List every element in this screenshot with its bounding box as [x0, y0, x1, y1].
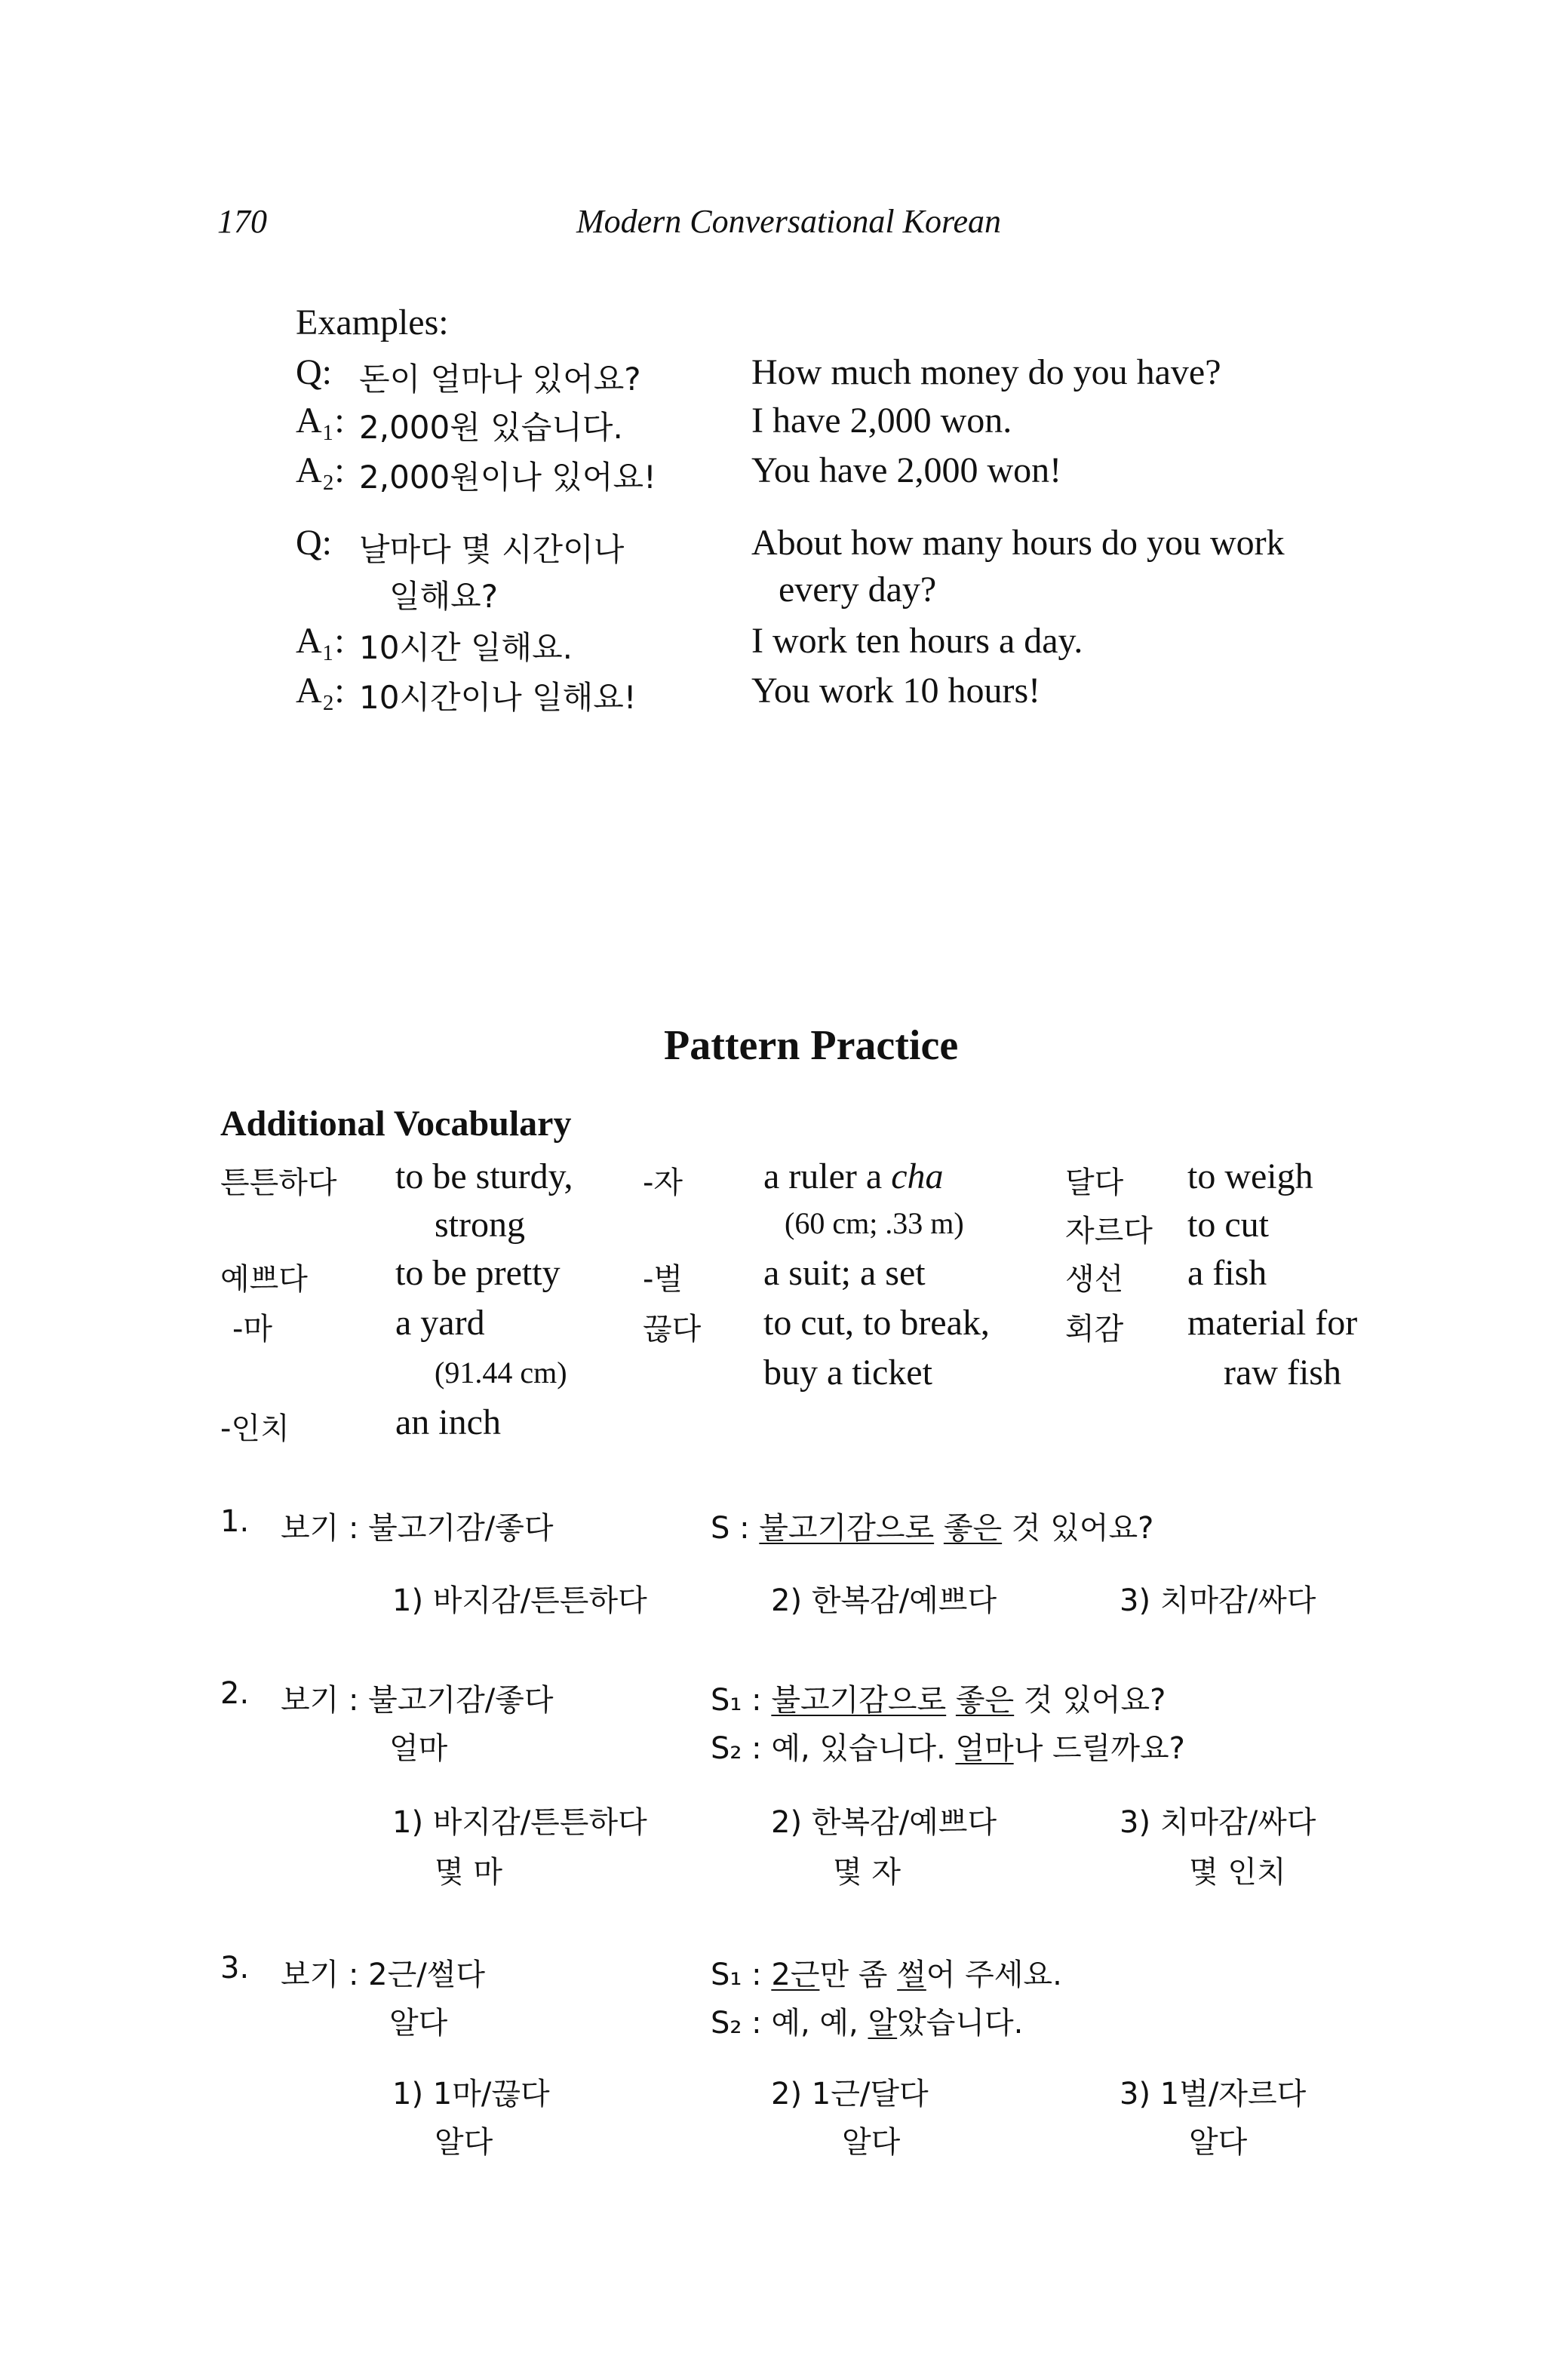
speaker-a2: A₂:: [296, 671, 345, 711]
english-translation: How much money do you have?: [751, 352, 1221, 392]
drill-number: 2.: [220, 1676, 250, 1711]
underlined-word: 불고기감으로: [771, 1683, 947, 1718]
underlined-word: 썰: [897, 1958, 926, 1992]
vocab-korean: -벌: [643, 1262, 683, 1297]
drill-item: 3) 치마감/싸다: [1120, 1805, 1316, 1840]
drill-item-cue: 알다: [1189, 2125, 1248, 2160]
vocab-english: a yard: [395, 1303, 485, 1343]
vocab-korean: 자르다: [1065, 1214, 1153, 1248]
vocab-english-cont: (91.44 cm): [435, 1356, 567, 1390]
vocab-korean: 예쁘다: [220, 1262, 308, 1297]
running-title: Modern Conversational Korean: [576, 203, 1001, 240]
drill-response: [711, 1504, 1153, 1547]
page-number: 170: [217, 203, 267, 240]
response-text: 예, 예,: [771, 2006, 868, 2041]
speaker-a1: A₁:: [296, 621, 345, 661]
korean-sentence: 2,000원 있습니다.: [359, 409, 623, 446]
underlined-word: 좋은: [955, 1683, 1015, 1718]
response-text: 나 드릴까요?: [1013, 1731, 1185, 1766]
response-text: 았습니다.: [897, 2006, 1024, 2041]
korean-sentence: 10시간 일해요.: [359, 629, 573, 666]
drill-item-cue: 몇 인치: [1189, 1855, 1286, 1890]
drill-bogi: 보기 : 2근/썰다: [281, 1958, 486, 1992]
vocab-english: to cut, to break,: [763, 1303, 990, 1343]
response-text: 예, 있습니다.: [771, 1731, 956, 1766]
vocab-korean: -자: [643, 1165, 683, 1200]
drill-item: 2) 한복감/예쁘다: [771, 1805, 997, 1840]
vocab-english-italic: cha: [891, 1156, 944, 1196]
drill-item: 1) 1마/끊다: [392, 2077, 550, 2111]
vocab-english-cont: buy a ticket: [763, 1353, 932, 1393]
speaker-q: Q:: [296, 352, 332, 392]
vocab-korean: -마: [232, 1312, 273, 1347]
response-text: 만 좀: [819, 1958, 898, 1992]
speaker-a1: A₁:: [296, 401, 345, 441]
underlined-word: 얼마: [955, 1731, 1014, 1766]
vocab-english: to weigh: [1187, 1156, 1313, 1196]
korean-sentence: 돈이 얼마나 있어요?: [359, 361, 641, 398]
vocab-english-cont: raw fish: [1224, 1353, 1341, 1393]
drill-bogi-cont: 알다: [389, 2006, 448, 2041]
response-label: S₁ :: [711, 1958, 772, 1992]
english-translation: I have 2,000 won.: [751, 401, 1012, 441]
drill-number: 1.: [220, 1504, 250, 1539]
drill-item: 2) 1근/달다: [771, 2077, 929, 2111]
korean-sentence: 날마다 몇 시간이나: [359, 531, 625, 568]
response-label: S₂ :: [711, 2006, 772, 2041]
section-title: Pattern Practice: [664, 1022, 959, 1069]
english-translation: You have 2,000 won!: [751, 450, 1062, 490]
english-translation: You work 10 hours!: [751, 671, 1041, 711]
vocab-english: an inch: [395, 1402, 501, 1442]
vocab-english: to cut: [1187, 1205, 1269, 1245]
response-text: 것 있어요?: [1014, 1683, 1166, 1718]
drill-response-s1: [711, 1951, 1062, 1994]
korean-sentence-cont: 일해요?: [389, 578, 499, 615]
underlined-word: 좋은: [943, 1511, 1003, 1546]
english-translation: I work ten hours a day.: [751, 621, 1083, 661]
drill-item-cue: 몇 자: [833, 1855, 901, 1890]
drill-item: 3) 1벌/자르다: [1120, 2077, 1307, 2111]
response-label: S :: [711, 1511, 760, 1546]
drill-bogi: 보기 : 불고기감/좋다: [281, 1683, 554, 1718]
vocab-korean: 생선: [1065, 1262, 1124, 1297]
vocabulary-title: Additional Vocabulary: [220, 1104, 572, 1144]
drill-bogi: 보기 : 불고기감/좋다: [281, 1511, 554, 1546]
vocab-english: a suit; a set: [763, 1253, 926, 1293]
vocab-korean: 달다: [1065, 1165, 1124, 1200]
drill-item: 1) 바지감/튼튼하다: [392, 1805, 647, 1840]
response-text: 것 있어요?: [1002, 1511, 1154, 1546]
examples-title: Examples:: [296, 302, 449, 342]
drill-response-s2: [711, 1724, 1185, 1767]
vocab-korean: -인치: [220, 1411, 290, 1446]
korean-sentence: 2,000원이나 있어요!: [359, 459, 656, 496]
response-label: S₂ :: [711, 1731, 772, 1766]
drill-item-cue: 알다: [435, 2125, 493, 2160]
response-text: [934, 1511, 944, 1546]
drill-response-s1: [711, 1676, 1166, 1719]
drill-response-s2: [711, 1999, 1023, 2042]
english-translation-cont: every day?: [779, 570, 937, 610]
english-translation: About how many hours do you work: [751, 523, 1285, 563]
drill-item-cue: 알다: [842, 2125, 901, 2160]
response-text: [946, 1683, 956, 1718]
korean-sentence: 10시간이나 일해요!: [359, 679, 637, 716]
drill-item: 3) 치마감/싸다: [1120, 1583, 1316, 1618]
drill-number: 3.: [220, 1951, 250, 1985]
speaker-q: Q:: [296, 523, 332, 563]
response-label: S₁ :: [711, 1683, 772, 1718]
vocab-english: to be sturdy,: [395, 1156, 573, 1196]
drill-item: 1) 바지감/튼튼하다: [392, 1583, 647, 1618]
drill-bogi-cont: 얼마: [389, 1731, 448, 1766]
underlined-word: 불고기감으로: [759, 1511, 935, 1546]
underlined-word: 2근: [771, 1958, 820, 1992]
vocab-korean: 회감: [1065, 1312, 1124, 1347]
drill-item-cue: 몇 마: [435, 1855, 502, 1890]
response-text: 어 주세요.: [926, 1958, 1062, 1992]
vocab-english-cont: strong: [435, 1205, 525, 1245]
vocab-english-text: a ruler a: [763, 1156, 892, 1196]
drill-item: 2) 한복감/예쁘다: [771, 1583, 997, 1618]
vocab-english: a fish: [1187, 1253, 1267, 1293]
speaker-a2: A₂:: [296, 450, 345, 490]
vocab-korean: 튼튼하다: [220, 1165, 337, 1200]
underlined-word: 알: [868, 2006, 898, 2041]
vocab-english: [763, 1156, 944, 1197]
vocab-english: to be pretty: [395, 1253, 561, 1293]
vocab-english-cont: (60 cm; .33 m): [785, 1206, 964, 1240]
vocab-korean: 끊다: [643, 1312, 702, 1347]
vocab-english: material for: [1187, 1303, 1358, 1343]
